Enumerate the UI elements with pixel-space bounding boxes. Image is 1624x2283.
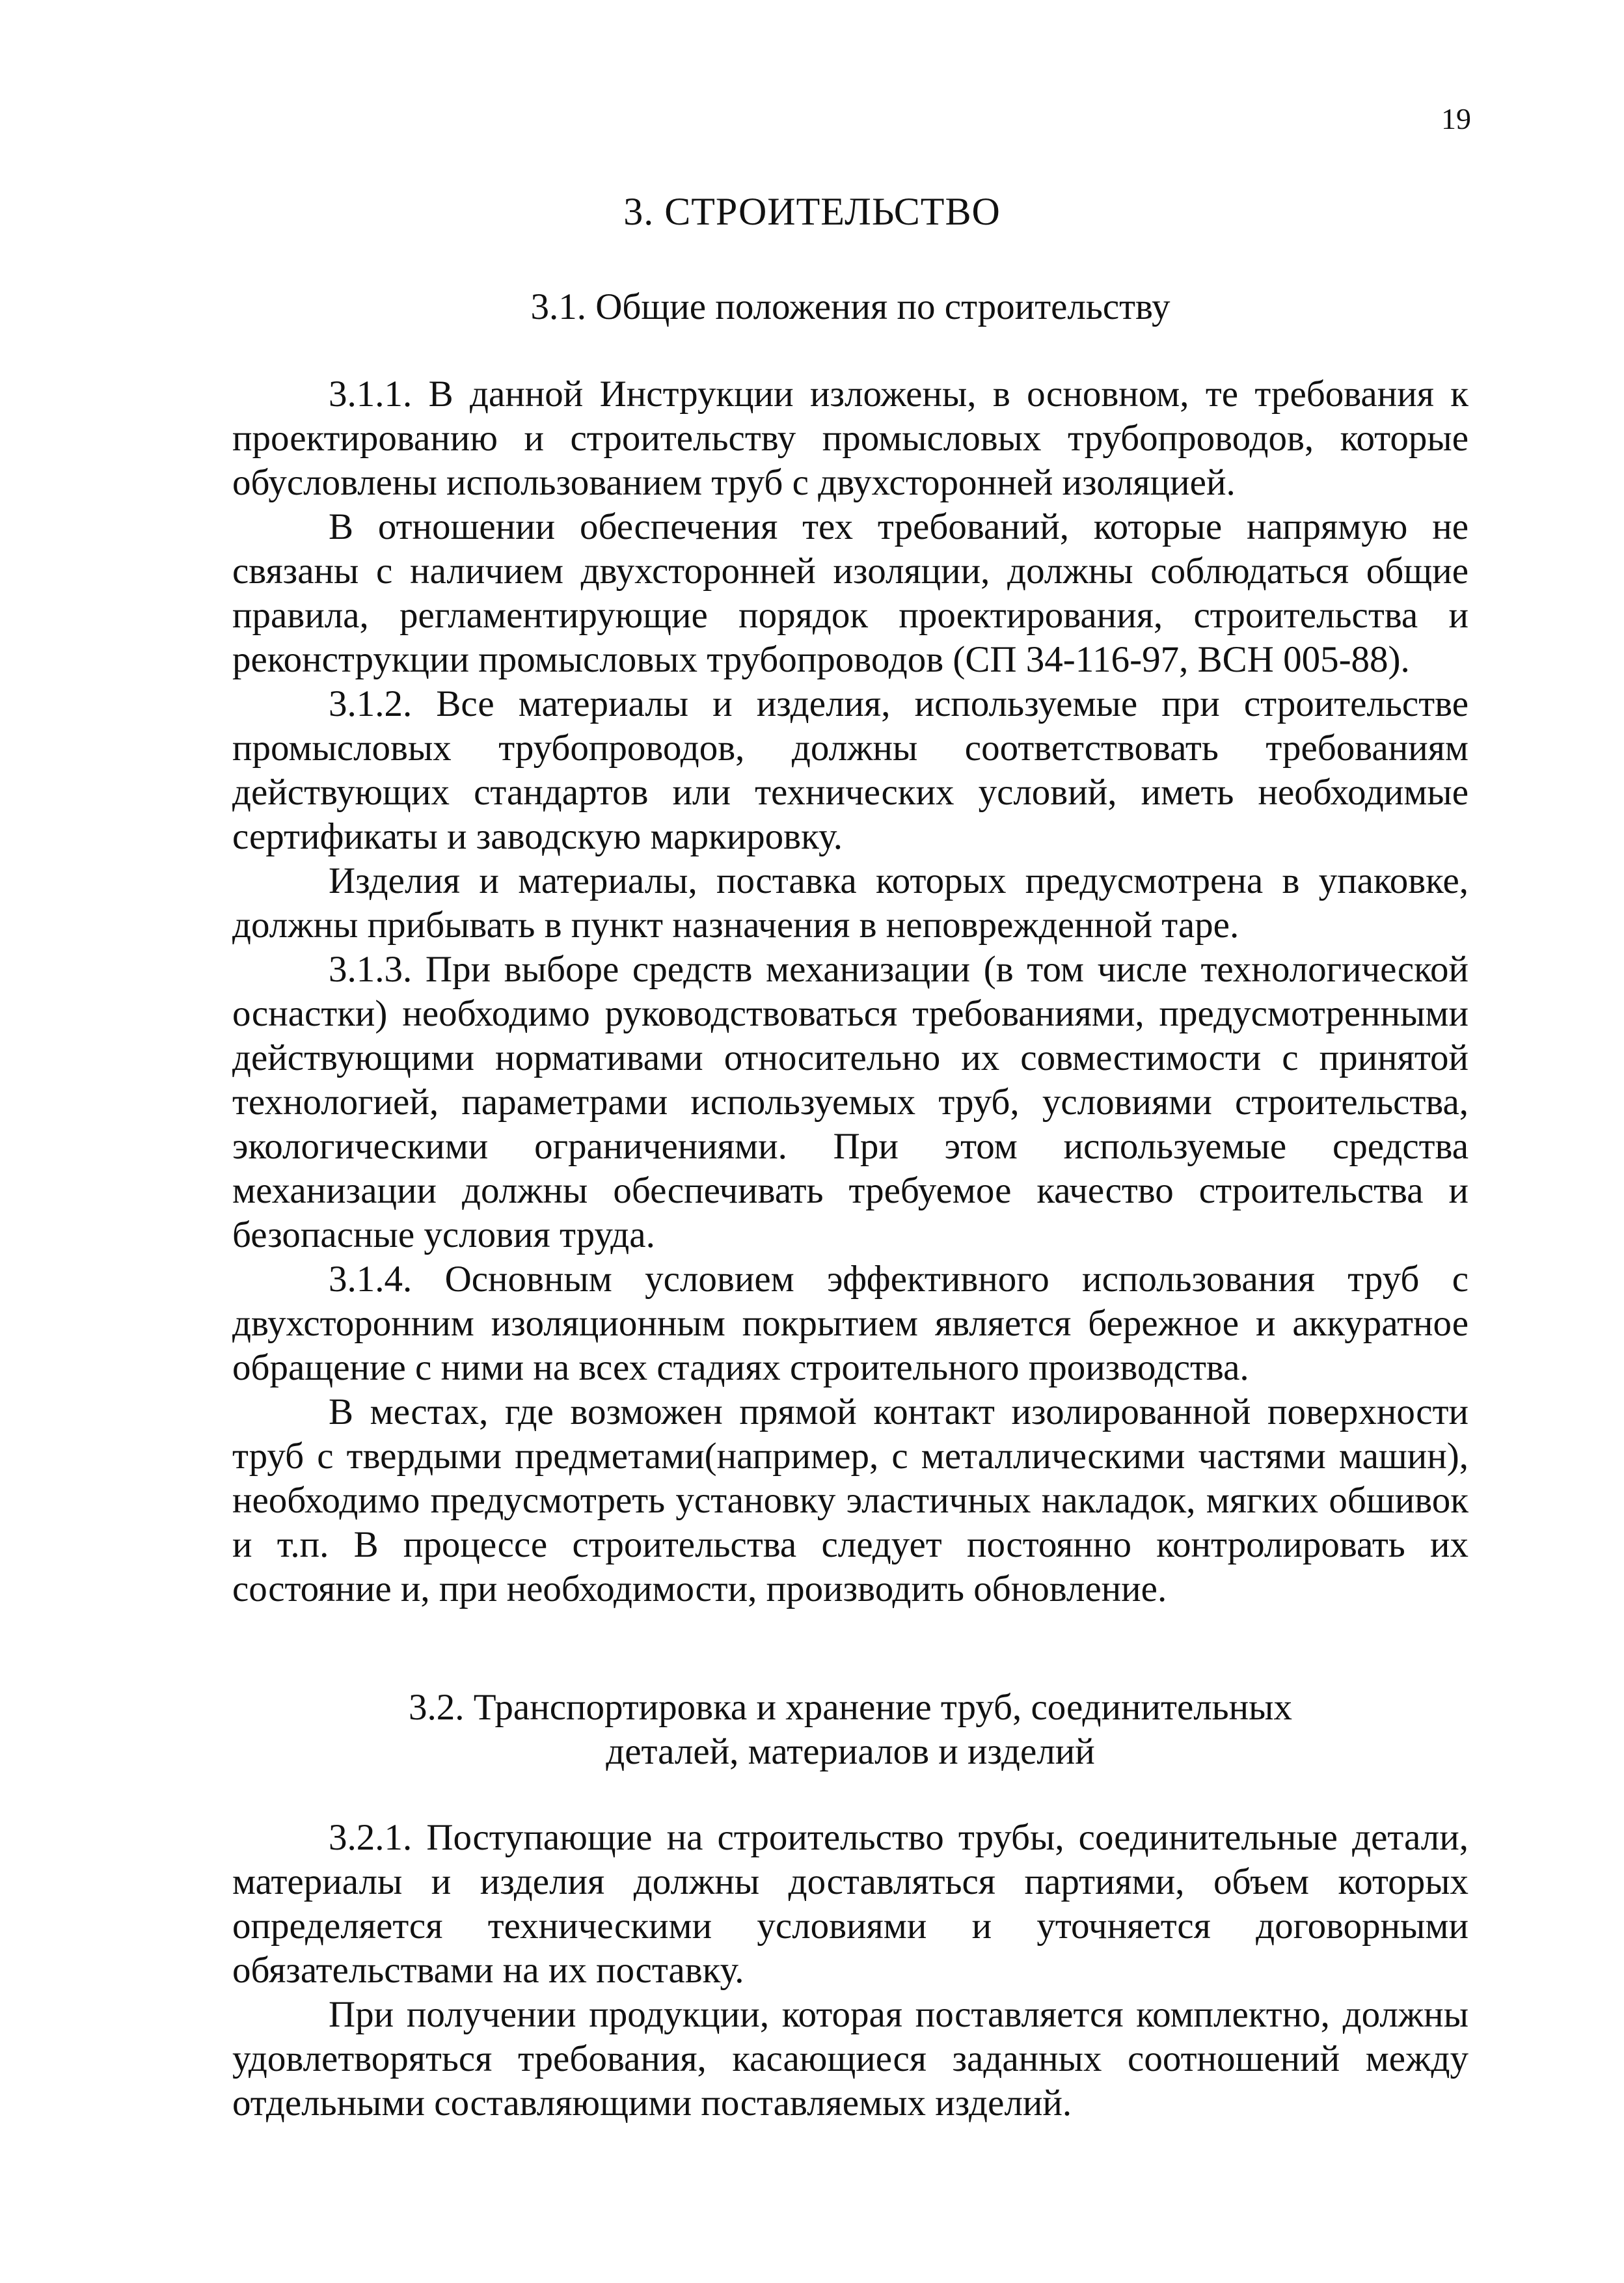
paragraph-3-1-1-general-rules: В отношении обеспечения тех требований, которые напрямую не связаны с наличием двухсторонней изоляции, должны соблюдаться общие правила, регламентирующие порядок проектирования, строительства и реконструкции промысловых трубопроводов (СП 34-116-97, ВСН 005-88). bbox=[232, 506, 1468, 680]
paragraph-3-1-3: 3.1.3. При выборе средств механизации (в том числе технологической оснастки) необходимо руководствоваться требованиями, предусмотренными действующими нормативами относительно их совместимости с принятой технологией, параметрами используемых труб, условиями строительства, экологическими ограничениями. При этом используемые средства механизации должны обеспечивать требуемое качество строительства и безопасные условия труда. bbox=[232, 949, 1468, 1255]
chapter-title: 3. СТРОИТЕЛЬСТВО bbox=[623, 190, 1001, 233]
paragraph-3-2-1-complete-delivery: При получении продукции, которая поставляется комплектно, должны удовлетворяться требования, касающиеся заданных соотношений между отдельными составляющими поставляемых изделий. bbox=[232, 1994, 1468, 2124]
section-3-1-heading: 3.1. Общие положения по строительству bbox=[530, 286, 1171, 327]
paragraph-3-1-1: 3.1.1. В данной Инструкции изложены, в основном, те требования к проектированию и строительству промысловых трубопроводов, которые обусловлены использованием труб с двухсторонней изоляцией. bbox=[232, 374, 1468, 503]
paragraph-3-1-4-contact: В местах, где возможен прямой контакт изолированной поверхности труб с твердыми предметами(например, с металлическими частями машин), необходимо предусмотреть установку эластичных накладок, мягких обшивок и т.п. В процессе строительства следует постоянно контролировать их состояние и, при необходимости, производить обновление. bbox=[232, 1391, 1468, 1609]
section-3-2-heading bbox=[232, 1686, 1468, 1774]
section-3-2-heading-line-2: деталей, материалов и изделий bbox=[606, 1731, 1095, 1772]
paragraph-3-1-4: 3.1.4. Основным условием эффективного использования труб с двухсторонним изоляционным покрытием является бережное и аккуратное обращение с ними на всех стадиях строительного производства. bbox=[232, 1259, 1468, 1388]
paragraph-3-1-2: 3.1.2. Все материалы и изделия, используемые при строительстве промысловых трубопроводов, должны соответствовать требованиям действующих стандартов или технических условий, иметь необходимые сертификаты и заводскую маркировку. bbox=[232, 683, 1468, 857]
section-3-2-heading-line-1: 3.2. Транспортировка и хранение труб, соединительных bbox=[409, 1687, 1292, 1728]
paragraph-3-1-2-packaging: Изделия и материалы, поставка которых предусмотрена в упаковке, должны прибывать в пункт назначения в неповрежденной таре. bbox=[232, 860, 1468, 946]
section-3-2-body bbox=[232, 1816, 1468, 2126]
page-number: 19 bbox=[1441, 102, 1471, 135]
section-3-1-body bbox=[232, 372, 1468, 1611]
paragraph-3-2-1: 3.2.1. Поступающие на строительство трубы, соединительные детали, материалы и изделия должны доставляться партиями, объем которых определяется техническими условиями и уточняется договорными обязательствами на их поставку. bbox=[232, 1817, 1468, 1991]
